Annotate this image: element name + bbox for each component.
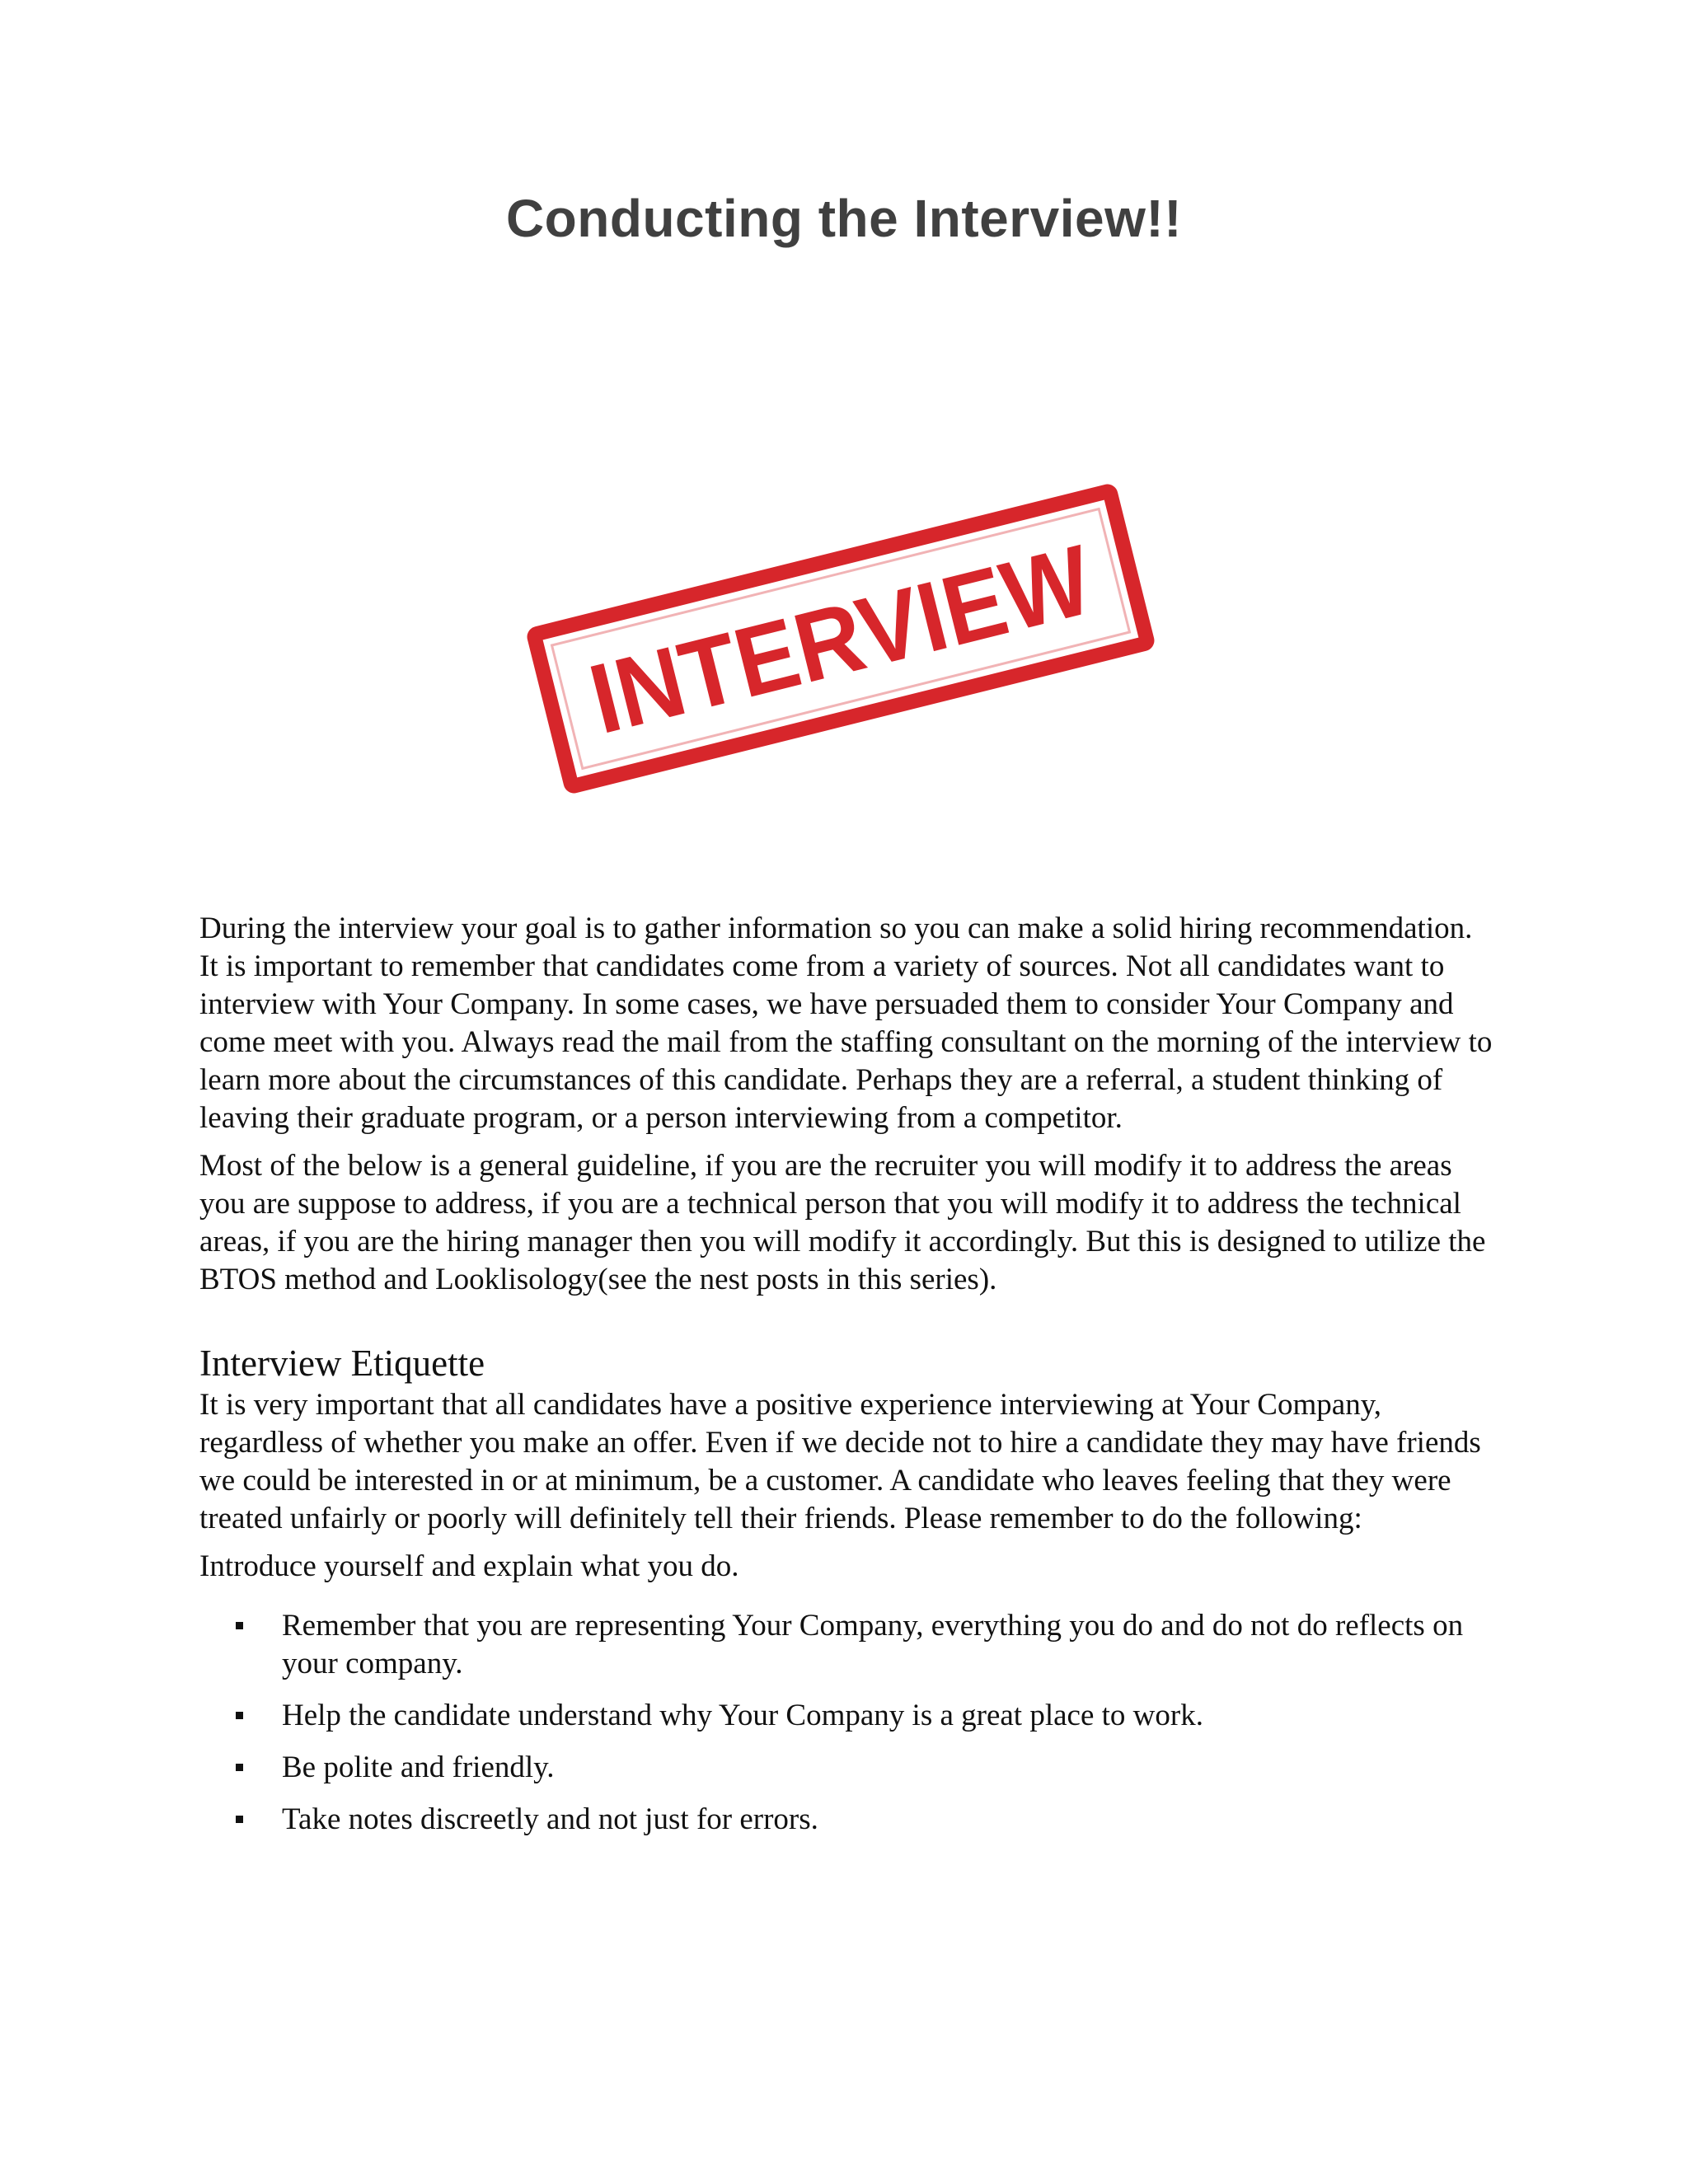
intro-paragraph-1: During the interview your goal is to gather information so you can make a solid hiring recommendation. It is important to remember that candidates come from a variety of sources. Not all candidates want to interview with Your Company. In some cases, we have persuaded them to consider Your Company and come meet with you. Always read the mail from the staffing consultant on the morning of the interview to learn more about the circumstances of this candidate. Perhaps they are a referral, a student thinking of leaving their graduate program, or a person interviewing from a competitor. [199,912,1493,1135]
square-bullet-icon [236,1764,243,1771]
list-item-text: Remember that you are representing Your Company, everything you do and do not do reflects on your company. [282,1609,1464,1680]
intro-paragraph-2: Most of the below is a general guideline, if you are the recruiter you will modify it to address the areas you are suppose to address, if you are a technical person that you will modify it to address the technical areas, if you are the hiring manager then you will modify it accordingly. But this is designed to utilize the BTOS method and Looklisology(see the nest posts in this series). [199,1149,1486,1296]
square-bullet-icon [236,1622,243,1629]
list-item [199,1607,1493,1683]
svg-text:INTERVIEW: INTERVIEW [579,515,1138,755]
introduce-yourself-line: Introduce yourself and explain what you do. [199,1549,739,1583]
list-item-text: Be polite and friendly. [282,1750,555,1784]
square-bullet-icon [236,1816,243,1823]
square-bullet-icon [236,1712,243,1719]
page-title: Conducting the Interview!! [505,189,1183,248]
list-item-text: Help the candidate understand why Your Company is a great place to work. [282,1699,1203,1732]
list-item [199,1801,1493,1839]
interview-stamp-image [486,482,1195,795]
list-item [199,1749,1493,1787]
section-heading-etiquette: Interview Etiquette [199,1343,485,1384]
document-body [199,910,1493,1853]
list-item-text: Take notes discreetly and not just for errors. [282,1802,818,1836]
etiquette-paragraph: It is very important that all candidates have a positive experience interviewing at Your Company, regardless of whether you make an offer. Even if we decide not to hire a candidate they may have friends we could be interested in or at minimum, be a customer. A candidate who leaves feeling that they were treated unfairly or poorly will definitely tell their friends. Please remember to do the following: [199,1388,1481,1535]
list-item [199,1697,1493,1735]
etiquette-bullet-list [199,1607,1493,1839]
